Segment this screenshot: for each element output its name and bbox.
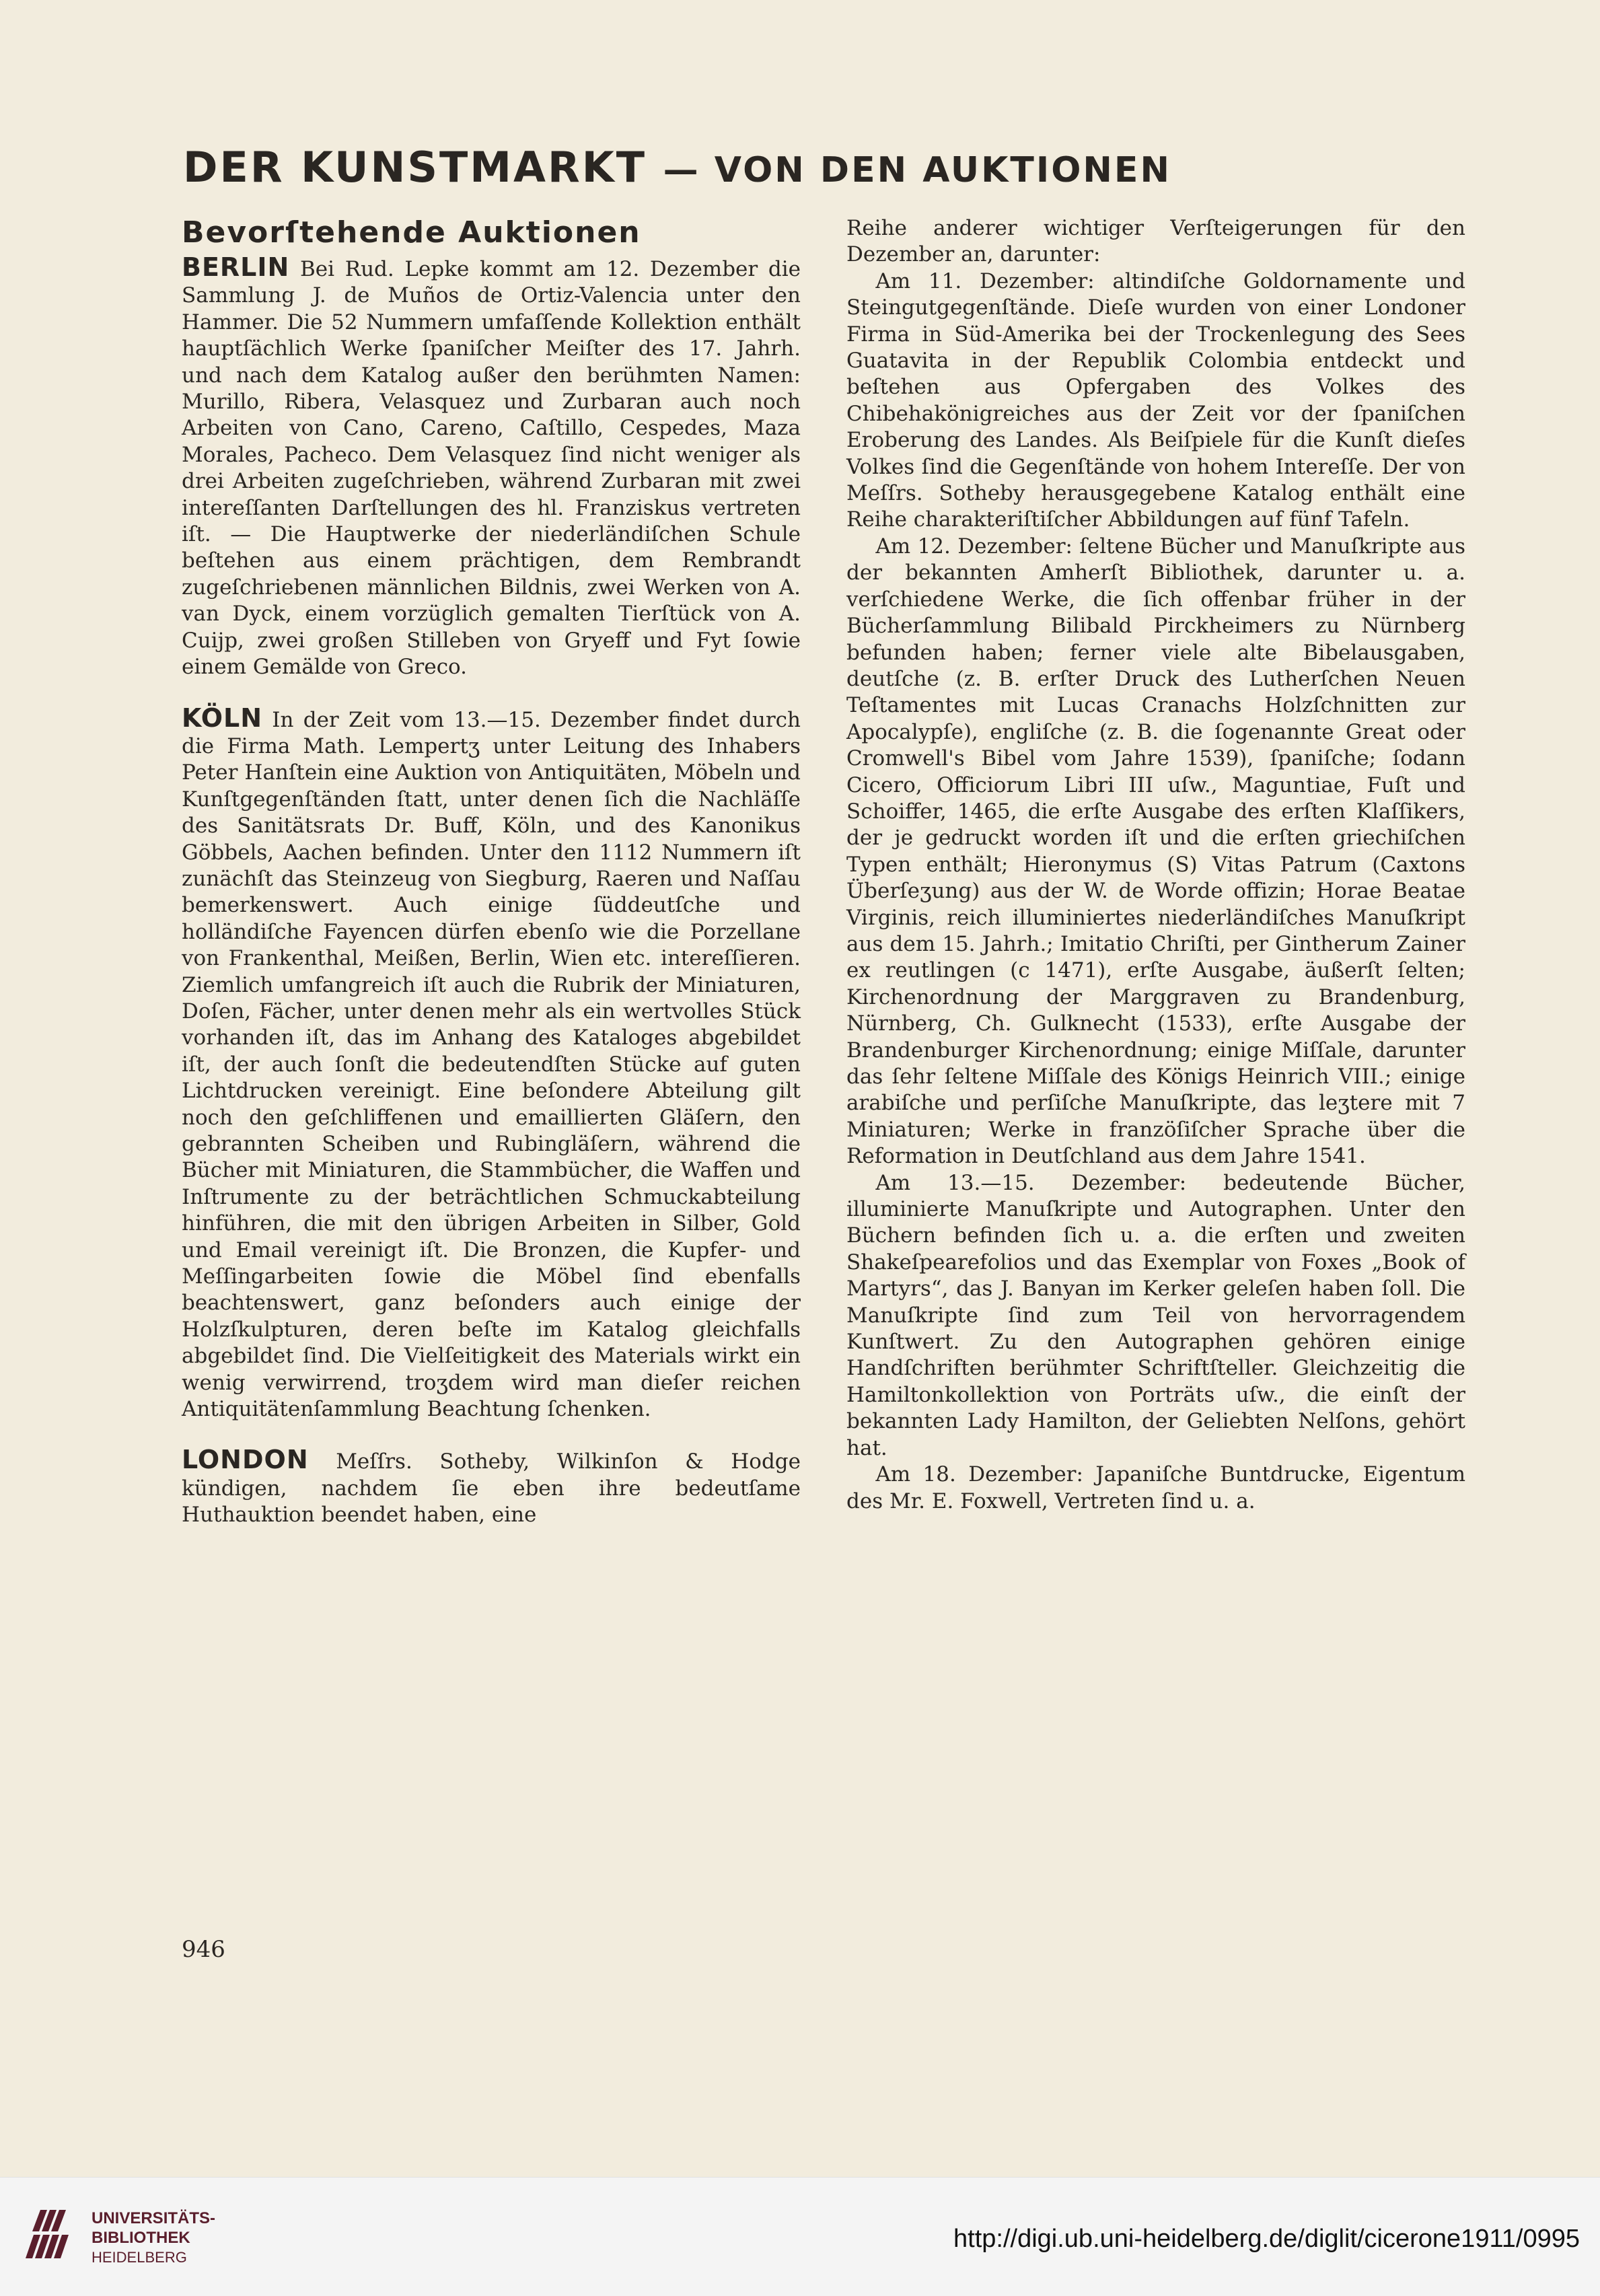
london-paragraph	[182, 1447, 801, 1528]
london-heading: LONDON	[182, 1445, 309, 1475]
page-number: 946	[182, 1936, 225, 1963]
page-title	[183, 143, 1448, 192]
left-column	[182, 215, 801, 1529]
berlin-text: Bei Rud. Lepke kommt am 12. Dezember die Sammlung J. de Muños de Ortiz-Valencia unter den Hammer. Die 52 Nummern umfaſſende Kollektion enthält hauptſächlich Werke ſpaniſcher Meiſter des 17. Jahrh. und nach dem Katalog außer den berühmten Namen: Murillo, Ribera, Velasquez und Zurbaran auch noch Arbeiten von Cano, Careno, Caſtillo, Cespedes, Maza Morales, Pacheco. Dem Velasquez ſind nicht weniger als drei Arbeiten zugeſchrieben, während Zurbaran mit zwei intereſſanten Darſtellungen des hl. Franziskus vertreten iſt. — Die Hauptwerke der niederländiſchen Schule beſtehen aus einem prächtigen, dem Rembrandt zugeſchriebenen männlichen Bildnis, zwei Werken von A. van Dyck, einem vorzüglich gemalten Tierſtück von A. Cuijp, zwei großen Stilleben von Gryeff und Fyt ſowie einem Gemälde von Greco.	[182, 257, 801, 680]
berlin-heading: BERLIN	[182, 252, 290, 282]
logo-line-1: UNIVERSITÄTS-	[92, 2209, 216, 2227]
logo-line-3: HEIDELBERG	[92, 2249, 187, 2266]
source-url[interactable]: http://digi.ub.uni-heidelberg.de/diglit/cicerone1911/0995	[953, 2225, 1580, 2253]
right-column	[846, 215, 1465, 1515]
koeln-heading: KÖLN	[182, 703, 263, 733]
section-heading: Bevorſtehende Auktionen	[182, 215, 641, 250]
logo-line-2: BIBLIOTHEK	[92, 2229, 190, 2247]
right-paragraph-2: Am 11. Dezember: altindiſche Goldornamente und Steingutgegenſtände. Dieſe wurden von einer Londoner Firma in Süd-Amerika bei der Trockenlegung des Sees Guatavita in der Republik Colombia entdeckt und beſtehen aus Opfergaben des Volkes des Chibehakönigreiches aus der Zeit vor der ſpaniſchen Eroberung des Landes. Als Beiſpiele für die Kunſt dieſes Volkes ſind die Gegenſtände von hohem Intereſſe. Der von Meſſrs. Sotheby herausgegebene Katalog enthält eine Reihe charakteriſtiſcher Abbildungen auf fünf Tafeln.	[846, 268, 1465, 532]
right-paragraph-3: Am 12. Dezember: ſeltene Bücher und Manuſkripte aus der bekannten Amherſt Bibliothek, darunter u. a. verſchiedene Werke, die ſich offenbar früher in der Bücherſammlung Bilibald Pirckheimers zu Nürnberg befunden haben; ferner viele alte Bibelausgaben, deutſche (z. B. erſter Druck des Lutherſchen Neuen Teſtamentes mit Lucas Cranachs Holzſchnitten zur Apocalypſe), engliſche (z. B. die ſogenannte Great oder Cromwell's Bibel vom Jahre 1539), ſpaniſche; ſodann Cicero, Officiorum Libri III uſw., Maguntiae, Fuſt und Schoiffer, 1465, die erſte Ausgabe des erſten Klaſſikers, der je gedruckt worden iſt und die erſten griechiſchen Typen enthält; Hieronymus (S) Vitas Patrum (Caxtons Überſeʒung) aus der W. de Worde offizin; Horae Beatae Virginis, reich illuminiertes niederländiſches Manuſkript aus dem 15. Jahrh.; Imitatio Chriſti, per Gintherum Zainer ex reutlingen (c 1471), erſte Ausgabe, äußerſt ſelten; Kirchenordnung der Marggraven zu Brandenburg, Nürnberg, Ch. Gulknecht (1533), erſte Ausgabe der Brandenburger Kirchenordnung; einige Miſſale, darunter das ſehr ſeltene Miſſale des Königs Heinrich VIII.; einige arabiſche und perſiſche Manuſkripte, das leʒtere mit 7 Miniaturen; Werke in franzöſiſcher Sprache über die Reformation in Deutſchland aus dem Jahre 1541.	[846, 534, 1465, 1169]
footer-bar	[0, 2177, 1600, 2296]
title-sub: — VON DEN AUKTIONEN	[663, 150, 1171, 190]
koeln-text: In der Zeit vom 13.—15. Dezember findet durch die Firma Math. Lempertʒ unter Leitung des Inhabers Peter Hanſtein eine Auktion von Antiquitäten, Möbeln und Kunſtgegenſtänden ſtatt, unter denen ſich die Nachläſſe des Sanitätsrats Dr. Buff, Köln, und des Kanonikus Göbbels, Aachen befinden. Unter den 1112 Nummern iſt zunächſt das Steinzeug von Siegburg, Raeren und Naſſau bemerkenswert. Auch einige ſüddeutſche und holländiſche Fayencen dürfen ebenſo wie die Porzellane von Frankenthal, Meißen, Berlin, Wien etc. intereſſieren. Ziemlich umfangreich iſt auch die Rubrik der Miniaturen, Doſen, Fächer, unter denen mehr als ein wertvolles Stück vorhanden iſt, das im Anhang des Kataloges abgebildet iſt, der auch ſonſt die bedeutendſten Stücke auf guten Lichtdrucken vereinigt. Eine beſondere Abteilung gilt noch den geſchliffenen und emaillierten Gläſern, den gebrannten Scheiben und Rubingläſern, während die Bücher mit Miniaturen, die Stammbücher, die Waffen und Inſtrumente zu der beträchtlichen Schmuckabteilung hinführen, die mit den übrigen Arbeiten in Silber, Gold und Email vereinigt iſt. Die Bronzen, die Kupfer- und Meſſingarbeiten ſowie die Möbel ſind ebenfalls beachtenswert, ganz beſonders auch einige der Holzſkulpturen, deren beſte im Katalog gleichfalls abgebildet ſind. Die Vielſeitigkeit des Materials wirkt ein wenig verwirrend, troʒdem wird man dieſer reichen Antiquitätenſammlung Beachtung ſchenken.	[182, 707, 801, 1422]
right-paragraph-1: Reihe anderer wichtiger Verſteigerungen für den Dezember an, darunter:	[846, 216, 1465, 267]
university-logo-icon	[19, 2204, 79, 2265]
london-text: Meſſrs. Sotheby, Wilkinſon & Hodge kündigen, nachdem ſie eben ihre bedeutſame Huthauktion beendet haben, eine	[182, 1449, 801, 1528]
university-logo-text	[92, 2209, 215, 2267]
koeln-paragraph	[182, 705, 801, 1423]
right-paragraph-4: Am 13.—15. Dezember: bedeutende Bücher, illuminierte Manuſkripte und Autographen. Unter den Büchern befinden ſich u. a. die erſten und zweiten Shakeſpearefolios und das Exemplar von Foxes „Book of Martyrs“, das J. Banyan im Kerker geleſen haben ſoll. Die Manuſkripte ſind zum Teil von hervorragendem Kunſtwert. Zu den Autographen gehören einige Handſchriften berühmter Schriftſteller. Gleichzeitig die Hamiltonkollektion von Porträts uſw., die einſt der bekannten Lady Hamilton, der Geliebten Nelſons, gehört hat.	[846, 1170, 1465, 1460]
title-main: DER KUNSTMARKT	[183, 143, 647, 192]
right-paragraph-5: Am 18. Dezember: Japaniſche Buntdrucke, Eigentum des Mr. E. Foxwell, Vertreten ſind u. a.	[846, 1462, 1465, 1513]
berlin-paragraph	[182, 254, 801, 681]
